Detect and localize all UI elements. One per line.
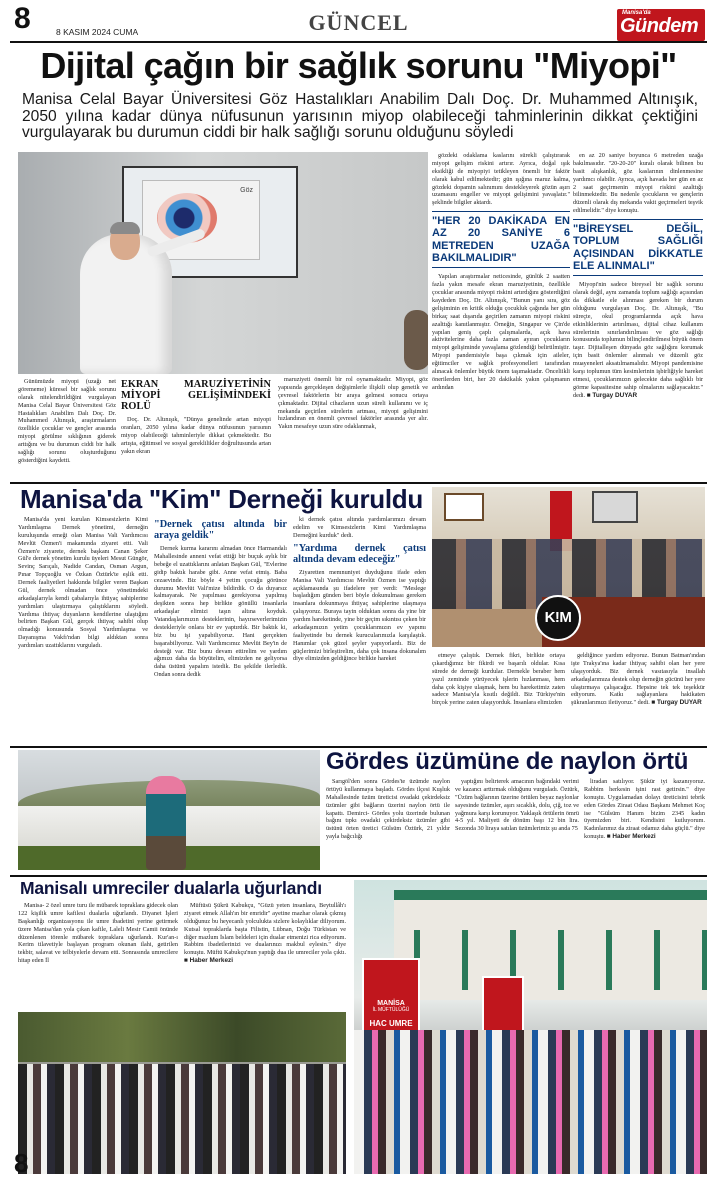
umre-mosque-photo: [354, 880, 707, 1174]
footer-page-number: 8: [14, 1148, 29, 1178]
kim-subheading-1: "Dernek çatısı altında bir araya geldik": [154, 519, 287, 542]
myopia-col5a-text: en az 20 saniye boyunca 6 metreden uzağa bakılmasıdır. "20-20-20" kuralı olarak bilinen bu basit alışkanlık, göz kaslarının dinlenmesine yardımcı olabilir. Ayrıca, açık havada her gün en az 2 saat geçirmenin miyopi riskini azalttığı bilinmektedir. Bu nedenle çocukların ve gençlerin düzenli olarak dış mekanda vakit geçirmeleri teşvik edilmelidir." diye konuştu.: [573, 152, 703, 215]
section-title: GÜNCEL: [308, 10, 409, 35]
floor: [432, 609, 542, 647]
kim-meeting-photo: [432, 487, 705, 647]
myopia-col2-text: Doç. Dr. Altınışık, "Dünya genelinde artan miyopi oranları, 2050 yılına kadar dünya nüfusunun yarısının miyop olabileceği tahminleriyle dikkat çekmektedir. Bu artışta, eğitimsel ve sosyal gereklilikler doğrultusunda artan yakın ekran: [121, 416, 271, 455]
myopia-deck: Manisa Celal Bayar Üniversitesi Göz Hastalıkları Anabilim Dalı Doç. Dr. Muhammed Altınışık, 2050 yılına kadar dünya nüfusunun yarısının miyop olabileceği tahminlerinin dikkat çektiğini vurgulayarak bu durumun ciddi bir halk sağlığı sorunu olduğunu söyledi: [22, 91, 698, 142]
myopia-byline: ■ Turgay DUYAR: [586, 391, 638, 399]
wall-portrait: [592, 491, 638, 523]
crowd: [18, 1064, 346, 1174]
doctor-hair: [110, 222, 140, 234]
gordes-col3-body: liradan satılıyor. Şükür iyi kazanıyoruz. Rabbim herkesin işini rast getirsin." diye konuştu. Uygulamadan dolayı üreticisini tebrik eden Gördes Ziraat Odası Başkanı Mehmet Koç ise "Gülsüm Hanım bizim 2345 kadın üyemizden biri. Kendisini kutluyorum. Kadınlarımız da ziraat odamız daha güçlü." diye konuştu.: [584, 778, 705, 841]
kim-col1-text: Manisa'da yeni kurulan Kimsesizlerin Kimi Yardımlaşma Dernek yönetimi, derneğin kuruluşunda emeği olan Manisa Vali Yardımcısı Mevlüt Özmen'i makamında ziyaret etti. Vali Özmen'e ziyarete, dernek başkanı Canan Şeker Gül'e dernek yönetim kurulu üyeleri Mesut Güngör, Sevinç Sarıçalı, Nadide Candan, Osman Argun, Pınar Topçuoğlu ve Özkan Öztürk'te eşlik etti. Dernek faaliyetleri hakkında bilgiler veren Başkan Gül, dernek olmadan önce yönetimdeki arkadaşlarıyla kendi çabalarıyla ihtiyaç sahiplerine yardımları ulaştırmaya çalıştıklarını söyledi. Yardıma ihtiyaç duyanların kendilerine ulaştığını belirten Başkan Gül, gerçek ihtiyaç sahibi olup olmadığı konusunda Sosyal Yardımlaşma ve Dayanışma Vakfı'ndan bilgi aldıktan sonra yardımları uzattıklarını vurguladı.: [18, 516, 148, 649]
myopia-col4a-text: gözdeki odaklama kaslarını sürekli çalıştırarak miyopi gelişim riskini artırır. Ayrıca, doğal ışık eksikliği de miyopiyi tetikleyen önemli bir faktör olarak kabul edilmektedir; gün ışığına maruz kalma, gözdeki dopamin salınımını destekleyerek gözün aşırı uzamasını engeller ve miyopi gelişimini yavaşlatır." şeklinde bilgiler aktardı.: [432, 152, 570, 207]
vineyard-photo: [18, 750, 320, 870]
date-line: 8 KASIM 2024 CUMA: [56, 27, 139, 37]
kim-col4-text: etmeye çalıştık. Dernek fikri, birlikte ortaya çıkardığımız bir fikirdi ve başarılı oldular. Kısa sürede de derneği kurdular. Dernekle beraber hem yazıl zeminde yürüyecek işlerin hızlanması, hem daha çok kişiye ulaşmak, hem bu hareketimiz zaten sadece Manisa'yla kısıtlı değildi. Biz Türkiye'nin birçok yerine zaten ulaşıyorduk. İnsanlara elimizden: [432, 652, 565, 707]
farmer-woman: [146, 776, 186, 870]
myopia-col5b-text: [573, 281, 703, 399]
myopia-subheading-1: EKRAN MARUZİYETİNİN MİYOPİ GELİŞİMİNDEKİ ROLÜ: [121, 379, 271, 413]
kim-col5: [571, 652, 705, 744]
kim-col5-text: [571, 652, 705, 707]
divider-3: [10, 875, 707, 877]
kim-logo-text: K!M: [544, 609, 572, 626]
myopia-col2: [121, 376, 271, 478]
gordes-col2-text: yaptığını belirterek amacının bağındaki verimi ve kazancı arttırmak olduğunu vurguladı. Öztürk, "Üzüm bağlarının üzerine örtülen beyaz naylonlar sayesinde üzümler, aşırı sıcaklık, dolu, çiğ, toz ve yağmura karşı korunuyor. Yaklaşık örtülerin ömrü 4-5 yıl. Maliyeti de dönüm başı 12 bin lira. Sezonda 30 liraya satılan üzümlerimiz şu anda 75: [455, 778, 579, 833]
myopia-quote-2: "BİREYSEL DEĞİL, TOPLUM SAĞLIĞI AÇISINDAN DİKKATLE ELE ALINMALI": [573, 219, 703, 276]
banner-mid-text: İL MÜFTÜLÜĞÜ: [372, 1007, 410, 1013]
umre-col2-text: [184, 902, 346, 965]
gordes-col1: [326, 778, 450, 872]
kim-col5-body: geldiğince yardım ediyoruz. Bunun Batman'ından işte Trakya'ına kadar ihtiyaç sahibi olan her yere ulaşıyorduk. Biz dernek vasıtasıyla insallah arkadaşlarımıza destek olup derneğin gücünü her yere ulaştırmaya çalışacağız. Hepsine tek tek teşekkür ediyorum. Katkı sağlayanlara hakikaten şükranlarımızı iletiyoruz." dedi.: [571, 652, 705, 707]
myopia-headline: Dijital çağın bir sağlık sorunu "Miyopi": [40, 45, 677, 86]
kim-byline: ■ Turgay DUYAR: [651, 699, 702, 707]
myopia-caption: [18, 378, 116, 478]
logo-top-text: Manisa'da: [622, 10, 651, 16]
gordes-col1-text: Sarıgöl'den sonra Gördes'te üzümde naylon örtüyü kullanmaya başladı. Gördes ilçesi Kuşluk Mahallesinde üzüm üreticisi ovadaki çekirdeksiz üzümler gibi bağların üzerini naylon örtü ile kapattı. Demirci- Gördes yolu üzerinde bulunan bağını tıpkı ovadaki çekirdeksiz üzümler gibi üstünü örten üretici Gülsüm Öztürk, 21 yıldır yayla bağcılığı: [326, 778, 450, 841]
kim-col4: [432, 652, 565, 744]
second-banner: [482, 976, 524, 1036]
kim-col3a-text: ki dernek çatısı altında yardımlarımızı devam edelim ve Kimsesizlerin Kimi Yardımlaşma Derneğini kurduk" dedi.: [293, 516, 426, 539]
logo-main-text: Gündem: [620, 15, 699, 37]
banner-bottom-text: HAC UMRE: [369, 1019, 413, 1028]
kim-subheading-2: "Yardıma dernek çatısı altında devam edeceğiz": [293, 542, 426, 565]
umre-crowd-photo: [18, 1012, 346, 1174]
gordes-col2: [455, 778, 579, 872]
kim-col3b-text: Ziyaretten memnuniyet duyduğunu ifade eden Manisa Vali Yardımcısı Mevlüt Özmen ise yaptığı açıklamasında şu ifadelere yer verdi: "Meslege başladığım günden beri böyle dokunulması gereken insanlara dokunmaya ihtiyaç sahiplerine ulaşmaya çalışıyoruz. Buraya tayin olduktan sonra da yine bir yardım hareketinde, yine bir geçim sıkıntısı çeken bir arkadaşımızın yetim çocuklarımızın ev yapımı faaliyetinde bu dernek kurucularımızla karşılaştık. Hanımlar çok güzel şeyler yapıyorlardı. Biz de güçlerimizi birleştirelim, daha çok insana dokunalım diye elimizden geldiğince birlikte hareket: [293, 568, 426, 663]
gordes-col3-text: [584, 778, 705, 841]
pilgrims-crowd: [354, 1030, 707, 1174]
kim-col3: [293, 516, 426, 744]
kim-headline: Manisa'da "Kim" Derneği kuruldu: [20, 484, 423, 514]
trees: [18, 1012, 346, 1062]
gordes-byline-name: Haber Merkezi: [612, 833, 656, 841]
umre-col2: [184, 902, 346, 1010]
page-number: 8: [14, 2, 31, 35]
banner-top-text: MANİSA: [377, 1000, 405, 1007]
kim-col1: [18, 516, 148, 744]
umre-col2-body: Müftüsü Şükrü Kabukçu, "Güzü yeten insanlara, Beytullâh'ı ziyaret etmek Allah'ın bir emridir" ayetine mazhar olarak çıkmış olduğunuz bu heyecanlı yolculukta sizlere kolaylıklar diliyorum. Kutsal topraklarda başta Filistin, Lübnan, Doğu Türkistan ve diğer mazlum İslam beldeleri için dualar etmenizi rica ediyorum. Rabbim ibadetlerinizi ve dualarınızı makbul eylesin." diye konuştu. Müftü Kabukçu'nun yaptığı dua ile umreciler yola çıktı.: [184, 902, 346, 957]
myopia-col3-text: maruziyeti önemli bir rol oynamaktadır. Miyopi, göz yapısında gerçekleşen değişimlerle ilişkili olup genetik ve çevresel faktörlerin bir araya gelmesi sonucu ortaya çıkmaktadır. Dijital cihazların uzun süreli kullanımı ve iç mekanda geçirilen sürelerin artması, miyopi gelişimini hızlandıran en önemli çevresel faktörler arasında yer alır. Yakın mesafeye uzun süre odaklanmak,: [278, 376, 428, 431]
myopia-col4b-text: Yapılan araştırmalar neticesinde, günlük 2 saatten fazla yakın mesafe ekran maruziyetinin, özellikle çocuklar arasında miyopi riskini artırdığını gösterdiğini kaydeden Doç. Dr. Altınışık, "Bunun yanı sıra, göz gelişiminin en kritik olduğu çocukluk çağında her gün birkaç saat dışarıda geçirilen zamanın miyopi riskini azalttığı kanıtlanmıştır. Örneğin, Singapur ve Çin'de yapılan geniş çaplı çalışmalarda, açık hava aktivitelerine daha fazla zaman ayıran çocukların miyopi gelişiminde yavaşlama gözlendiği belirtilmiştir. Miyopi pandemisiyle başa çıkmak için aileler, eğitimciler ve sağlık profesyonelleri tarafından alınacak önlemler büyük önem taşımaktadır. Önceliikli önerilerden biri, her 20 dakikalık yakın çalışmanın ardından: [432, 273, 570, 391]
kim-col2-text: Dernek kurma kararını almadan önce Harmandalı Mahallesinde anneni vefat ettiği bir buçuk aylık bir bebeğe el uzattıklarını anlatan Başkan Gül, "Evlerine gidip baktık harabe gibi. Anne vefat etmiş. Baba cezaevinde. Biz böyle 4 yetim çocuğu görünce durumu Mevlüt Vali'mize bildirdik. O da duyarsız kalmayarak. Ne yapılması gerekiyorsa yapılmış deşikten sonra hep birlikte gönüllü insanlarla arkadaşlar elimizi taşın altına koyduk. Vatandaşlarımızın desteklerinin, hayırseverlerimizin destekleriyle onlara bir ev yaptırdık. Bir baktık ki, biz bu işi yapabiliyoruz. Hani gerçekten başarabiliyoruz. Vali Yardımcımız Mevlüt Bey'in de desteği var. Biz bunu devam ettirelim ve yardım ağımızı daha da büyütelim, elimizden ne geliyorsa daha üstünü yapalım istedik. Bu şekilde ilerledik. Ondan sonra dedik: [154, 545, 287, 679]
umre-byline-name: Haber Merkezi: [189, 957, 233, 965]
umre-headline: Manisalı umreciler dualarla uğurlandı: [20, 878, 322, 898]
myopia-col3: [278, 376, 428, 478]
kim-logo-icon: [535, 595, 581, 641]
slide-label: Göz: [240, 187, 253, 194]
kim-col2: [154, 516, 287, 744]
myopia-byline-name: Turgay DUYAR: [592, 391, 638, 399]
myopia-col5: [573, 152, 703, 478]
myopia-col4: [432, 152, 570, 478]
caption-text: Günümüzde miyopi (uzağı net görememe) küresel bir sağlık sorunu olarak nitelendirildiğini vurgulayan Manisa Celal Bayar Üniversitesi Göz Hastalıkları Anabilim Dalı Doç. Dr. Muhammed Altınışık, araştırmaların özellikle çocuklar ve gençler arasında miyopi görülme sıklığının giderek arttığını ve bu durumun ciddi bir halk sağlığı sorunu oluşturduğunu gösterdiğini kaydetti.: [18, 378, 116, 464]
gordes-byline: ■ Haber Merkezi: [606, 833, 656, 841]
kim-byline-name: Turgay DUYAR: [657, 699, 702, 707]
umre-col1-text: Manisa- 2 özel umre turu ile mübarek topraklara gidecek olan 122 kişilik umre kafilesi dualarla uğurlandı. Diyanet İşleri Başkanlığı organizasyonu ile umre ibadetini yerine getirmek üzere Manisa'dan yola çıkan kafile, Laleli Mesir Camii önünde düzenlenen törenle mübarek topraklara uğurlandı. Kur'an-ı Kerim tilavetiyle başlayan program okunan ilahi, getirilen tekbir, salavat ve telbiyelerle devam etti. Sonrasında umrecilere hitap eden İl: [18, 902, 178, 965]
umre-col1: [18, 902, 178, 1010]
wall-picture: [444, 493, 484, 521]
newspaper-logo: [617, 9, 705, 41]
audience-head: [404, 310, 428, 370]
gordes-headline: Gördes üzümüne de naylon örtü: [326, 748, 689, 775]
header-rule: [10, 41, 707, 43]
umre-byline: ■ Haber Merkezi: [184, 957, 233, 965]
myopia-quote-1: "HER 20 DAKİKADA EN AZ 20 SANİYE 6 METREDEN UZAĞA BAKILMALIDIR": [432, 211, 570, 268]
gordes-col3: [584, 778, 705, 872]
green-arches: [414, 930, 707, 990]
myopia-col5b-body: Miyopi'nin sadece bireysel bir sağlık sorunu olarak değil, aynı zamanda toplum sağlığı açısından da dikkatle ele alınması gereken bir durum olduğunu vurgulayan Doç. Dr. Altınışık, "Bu süreçte, okul programlarında açık hava etkinliklerinin artırılması, dijital cihaz kullanım sürelerinin sınırlandırılması ve göz sağlığı konusunda toplumun bilinçlendirilmesi büyük önem taşır. Dijitalleşen dünyada göz sağlığını korumak için basit önlemler alınmalı ve düzenli göz muayeneleri aksatılmamalıdır. Miyopi pandemisine karşı toplumun tüm kesimlerinin işbirliğiyle hareket etmesi, çocuklarımızın gelecekte daha sağlıklı bir görme kapasitesine sahip olmalarını sağlayacaktır." dedi.: [573, 281, 703, 399]
doctor-photo: [18, 152, 428, 374]
